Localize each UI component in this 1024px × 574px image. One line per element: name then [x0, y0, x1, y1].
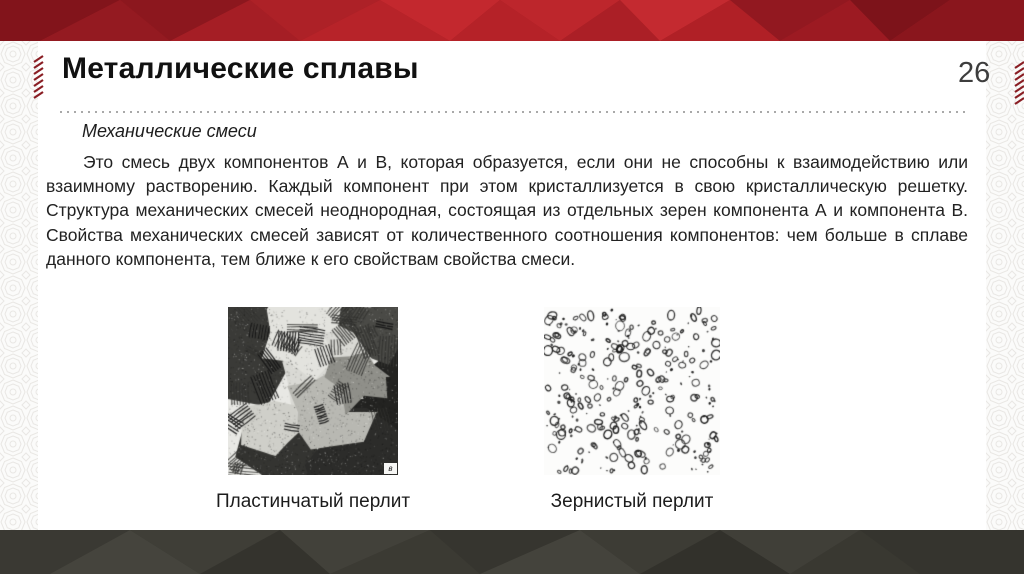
left-pattern-strip — [0, 41, 38, 530]
bottom-dark-band — [0, 530, 1024, 574]
slide-subtitle: Механические смеси — [82, 121, 257, 141]
micrograph-lamellar-wrap — [228, 307, 398, 475]
hatch-marks-right-icon — [1013, 61, 1024, 107]
micrograph-granular-image — [544, 307, 720, 475]
dotted-divider — [60, 111, 965, 114]
body-paragraph: Это смесь двух компонентов А и В, которая образуется, если они не способны к взаимодействию или взаимному растворению. Каждый компонент при этом кристаллизуется в свою кристаллическую решетку. Структура механических смесей неоднородная, состоящая из отдельных зерен компонента А и компонента В. Свойства механических смесей зависят от количественного соотношения компонентов: чем больше в сплаве данного компонента, тем ближе к его свойствам свойства смеси. — [46, 152, 968, 269]
page-title: Металлические сплавы — [62, 52, 419, 85]
figure-lamellar-pearlite — [213, 307, 413, 513]
micrograph-lamellar-image — [228, 307, 398, 475]
right-pattern-strip — [986, 41, 1024, 530]
top-red-band — [0, 0, 1024, 41]
figure-corner-label: в — [384, 463, 397, 474]
micrograph-granular-wrap — [544, 307, 720, 475]
figure-caption: Пластинчатый перлит — [215, 491, 411, 512]
figure-granular-pearlite — [532, 307, 732, 513]
hatch-marks-left-icon — [32, 55, 46, 101]
figure-caption: Зернистый перлит — [550, 491, 714, 512]
page-number: 26 — [958, 57, 991, 89]
